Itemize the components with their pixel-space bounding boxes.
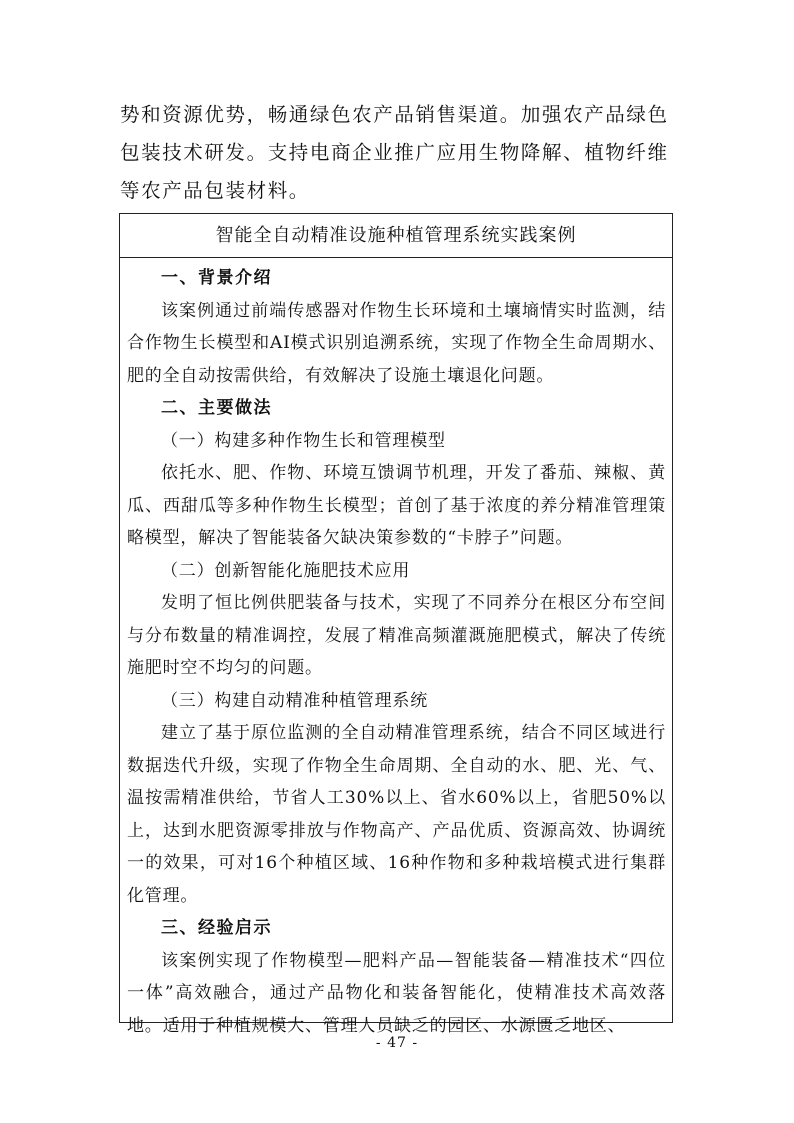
intro-paragraph <box>120 96 676 210</box>
section-heading-practices: 二、主要做法 <box>161 398 272 418</box>
subsection-text-system: 建立了基于原位监测的全自动精准管理系统，结合不同区域进行数据迭代升级，实现了作物全生命周期、全自动的水、肥、光、气、温按需精准供给，节省人工30%以上、省水60%以上，省肥50%以上，达到水肥资源零排放与作物高产、产品优质、资源高效、协调统一的效果，可对16个种植区域、16种作物和多种栽培模式进行集群化管理。 <box>127 723 666 906</box>
intro-line: 势和资源优势，畅通绿色农产品销售渠道。加强农产品绿色 <box>120 103 669 126</box>
subsection-heading-models: （一）构建多种作物生长和管理模型 <box>161 430 446 451</box>
intro-line: 包装技术研发。支持电商企业推广应用生物降解、植物纤维 <box>120 141 669 164</box>
page-number: - 47 - <box>375 1035 419 1051</box>
subsection-heading-system: （三）构建自动精准种植管理系统 <box>161 690 428 711</box>
subsection-text-models: 依托水、肥、作物、环境互馈调节机理，开发了番茄、辣椒、黄瓜、西甜瓜等多种作物生长模型；首创了基于浓度的养分精准管理策略模型，解决了智能装备欠缺决策参数的“卡脖子”问题。 <box>127 463 666 548</box>
section-text-lessons: 该案例实现了作物模型—肥料产品—智能装备—精准技术“四位一体”高效融合，通过产品物化和装备智能化，使精准技术高效落地。适用于种植规模大、管理人员缺乏的园区、水源匮乏地区、 <box>127 950 666 1036</box>
section-text-background: 该案例通过前端传感器对作物生长环境和土壤墒情实时监测，结合作物生长模型和AI模式识别追溯系统，实现了作物全生命周期水、肥的全自动按需供给，有效解决了设施土壤退化问题。 <box>127 300 666 386</box>
case-title: 智能全自动精准设施种植管理系统实践案例 <box>120 214 672 258</box>
subsection-heading-fertilization: （二）创新智能化施肥技术应用 <box>161 560 411 581</box>
case-body <box>120 258 672 1042</box>
subsection-text-fertilization: 发明了恒比例供肥装备与技术，实现了不同养分在根区分布空间与分布数量的精准调控，发展了精准高频灌溉施肥模式，解决了传统施肥时空不均匀的问题。 <box>127 593 666 678</box>
intro-line: 等农产品包装材料。 <box>120 179 310 202</box>
case-study-box <box>119 213 673 1036</box>
section-heading-background: 一、背景介绍 <box>161 268 272 288</box>
section-heading-lessons: 三、经验启示 <box>161 918 272 938</box>
